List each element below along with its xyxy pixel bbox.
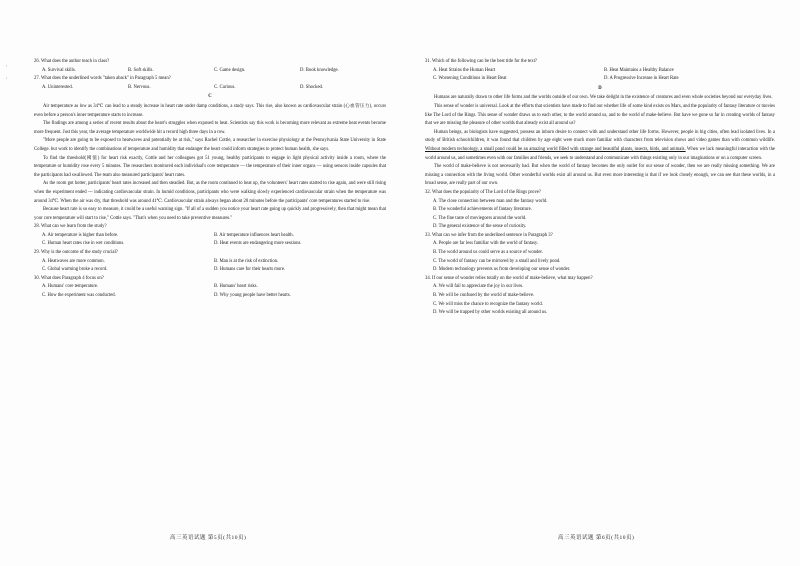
margin-mark: ': [6, 66, 7, 71]
passage-paragraph: Humans are naturally drawn to other life forms and the worlds outside of our own. We take delight in the existence of creatures and even whole societies beyond our everyday lives.: [434, 95, 773, 101]
option: C. How the experiment was conducted.: [42, 293, 116, 299]
question-27-options: [34, 84, 386, 93]
option: A. We will fail to appreciate the joy in our lives.: [433, 284, 524, 290]
option: D. Book knowledge.: [300, 67, 339, 73]
option: D. A Progressive Increase in Heart Rate: [604, 76, 679, 82]
option: C. Game design.: [214, 67, 246, 73]
option: B. Nervous.: [128, 84, 151, 90]
option: A. The close connection between man and the fantasy world.: [433, 198, 548, 204]
question-33-options: [425, 240, 775, 274]
option: A. Uninterested.: [42, 84, 73, 90]
question-29: 29. Why is the outcome of the study crucial?: [34, 250, 118, 256]
option: B. Heat Maintains a Healthy Balance: [604, 67, 674, 73]
option: D. Humans care for their hearts more.: [214, 267, 286, 273]
question-33: 33. What can we infer from the underlined sentence in Paragraph 3?: [425, 232, 553, 238]
question-30-options: [34, 283, 386, 300]
passage-paragraph: The world of make-believe is not necessarily bad. But when the world of fantasy becomes the only outlet for our sense of wonder, then we are really missing something. We are missing a connection with the living world. Other wonderful worlds exist all around us. But even more interesting is that if we look closely enough, we can see that these worlds, in a broad sense, are really part of our own.: [425, 164, 775, 187]
option: D. Modern technology prevents us from developing our sense of wonder.: [433, 267, 571, 273]
page-footer: 高三英语试题 第6页(共10页): [558, 535, 635, 541]
option: C. The world of fantasy can be mirrored by a small and lively pond.: [433, 258, 561, 264]
option: D. Why young people have better hearts.: [214, 293, 291, 299]
section-heading: C: [208, 94, 212, 100]
option: B. Man is at the risk of extinction.: [214, 258, 279, 264]
option: C. Worsening Conditions in Heart Beat: [433, 76, 507, 82]
passage-paragraph: To find the threshold(阈值) for heart risk exactly, Cottle and her colleagues got 51 young, healthy participants to engage in light physical activity inside a room, where the temperature or humidity rose every 5 minutes. The researchers monitored each individual's core temperature — the temperature of their inner organs — using sensors inside capsules that the participants had swallowed. The team also measured participants' heart rates.: [34, 155, 386, 178]
option: C. Curious.: [214, 84, 236, 90]
option: D. Heat events are endangering more sessions.: [214, 241, 302, 247]
question-27: 27. What does the underlined words "taken aback" in Paragraph 5 mean?: [34, 76, 171, 82]
section-heading: D: [598, 85, 602, 91]
option: B. The world around us could serve as a source of wonder.: [433, 250, 543, 256]
page-footer: 高三英语试题 第5页(共10页): [170, 535, 247, 541]
option: C. The fine taste of moviegoers around the world.: [433, 215, 527, 221]
option: D. The general existence of the sense of curiosity.: [433, 224, 527, 230]
question-34: 34. If our sense of wonder relies totally on the world of make-believe, what may happen?: [425, 275, 593, 281]
underlined-sentence: Without modern technology, a small pond could be an amazing world filled with strange and beautiful plants, insects, birds, and animals.: [425, 146, 686, 152]
question-34-options: [425, 283, 775, 317]
option: B. Soft skills.: [128, 67, 154, 73]
question-28: 28. What can we learn from the study?: [34, 224, 107, 230]
question-32-options: [425, 198, 775, 232]
option: A. Air temperature is higher than before.: [42, 232, 119, 238]
option: D. We will be trapped by other worlds existing all around us.: [433, 310, 548, 316]
passage-paragraph: This sense of wonder is universal. Look at the efforts that scientists have made to find out whether life of some kind exists on Mars, and the popularity of fantasy literature or movies like The Lord of the Rings. This sense of wonder draws us to each other, to the world around us, and to the world of make-believe. But have we gone so far in creating worlds of fantasy that we are missing the pleasure of other worlds that already exist all around us?: [425, 103, 775, 127]
question-32: 32. What does the popularity of The Lord of the Rings prove?: [425, 189, 541, 195]
question-30: 30. What does Paragraph 4 focus on?: [34, 275, 104, 281]
question-28-options: [34, 232, 386, 249]
option: B. Humans' heart risks.: [214, 284, 258, 290]
option: C. Human heart rates rise in wet conditions.: [42, 241, 125, 247]
option: C. We will miss the chance to recognize the fantasy world.: [433, 301, 543, 307]
option: A. Humans' core temperature.: [42, 284, 99, 290]
question-31: 31. Which of the following can be the best title for the text?: [425, 59, 537, 64]
option: B. The wonderful achievements of fantasy literature.: [433, 207, 532, 213]
margin-mark: ': [6, 78, 7, 83]
passage-paragraph: Because heart rate is so easy to measure, it could be a useful warning sign. "If all of a sudden you notice your heart rate going up quickly and progressively, then that might mean that your core temperature will start to rise," Cottle says. "That's when you need to take preventive measures.": [34, 207, 386, 221]
question-26: 26. What does the author teach in class?: [34, 59, 110, 64]
left-column: [34, 58, 386, 301]
passage-paragraph: As the room got hotter, participants' heart rates increased and then steadied. But, as the room continued to heat up, the volunteers' heart rates started to rise again, and were still rising when the experiment ended — indicating cardiovascular strain. In humid conditions, participants who were walking slowly experienced cardiovascular strain when the temperature was around 34℃. When the air was dry, that threshold was around 41℃. Cardiovascular strain always began about 20 minutes before the participants' core temperatures started to rise.: [34, 181, 386, 204]
passage-paragraph: Air temperature as low as 34℃ can lead to a steady increase in heart rate under damp conditions, a study says. This rise, also known as cardiovascular strain (心血管压力), occurs even before a person's inner temperature starts to increase.: [34, 103, 386, 118]
option: A. Survival skills.: [42, 67, 76, 73]
question-31-options: [425, 67, 775, 84]
option: A. People are far less familiar with the world of fantasy.: [433, 241, 539, 247]
option: D. Shocked.: [300, 84, 324, 90]
passage-paragraph: The findings are among a series of recent results about the heart's struggles when exposed to heat. Scientists say this work is becoming more relevant as extreme heat events become more frequent. Just this year, the average temperature worldwide hit a record high three days in a row.: [34, 121, 386, 135]
option: B. Air temperature influences heart health.: [214, 232, 294, 238]
option: B. We will be confused by the world of make-believe.: [433, 293, 535, 299]
question-29-options: [34, 258, 386, 275]
option: C. Global warming broke a record.: [42, 267, 108, 273]
option: A. Heatwaves are more common.: [42, 258, 105, 264]
passage-paragraph: "More people are going to be exposed to heatwaves and potentially be at risk," says Rachel Cottle, a researcher in exercise physiology at the Pennsylvania State University in State College. but work to identify the combinations of temperature and humidity that endanger the heart could inform strategies to protect human health, she says.: [34, 138, 386, 152]
paragraph-text: When we lack meaningful interaction with the world around us, and sometimes even with our families and friends, we seek to understand and communicate with things existing only in our imaginations or on a computer screen.: [425, 146, 775, 161]
question-26-options: [34, 67, 386, 76]
passage-paragraph: [425, 129, 775, 163]
paragraph-text: Human beings, as biologists have suggested, possess an inborn desire to connect with and understand other life forms. However, people in big cities, often lead isolated lives. In a study of British schoolchildren, it was found that children by age eight were much more familiar with characters from television shows and video games than with common wildlife.: [425, 129, 775, 144]
option: A. Heat Strains the Human Heart: [433, 67, 496, 73]
right-column: [425, 58, 775, 318]
